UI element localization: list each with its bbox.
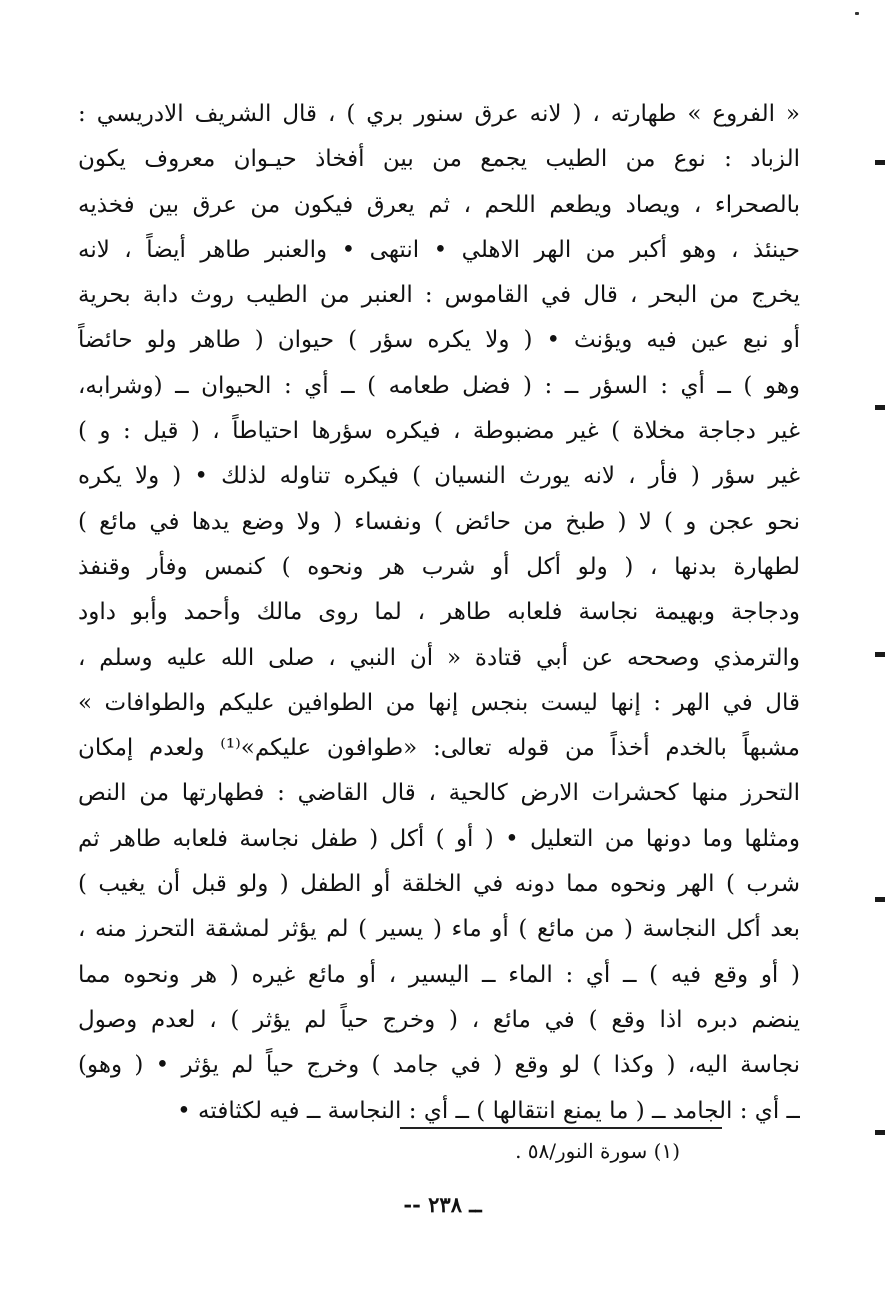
- text-line: وهو ) ــ أي : السؤر ــ : ( فضل طعامه ) ــ أي : الحيوان ــ (وشرابه،: [78, 372, 800, 399]
- text-line: قال في الهر : إنها ليست بنجس إنها من الطوافين عليكم والطوافات »: [78, 689, 800, 716]
- text-line: الزباد : نوع من الطيب يجمع من بين أفخاذ حيـوان معروف يكون: [78, 146, 800, 173]
- scan-speck: [855, 12, 859, 15]
- text-line: ــ أي : الجامد ــ ( ما يمنع انتقالها ) ــ أي : النجاسة ــ فيه لكثافته •: [177, 1097, 800, 1124]
- text-line: شرب ) الهر ونحوه مما دونه في الخلقة أو الطفل ( ولو قبل أن يغيب ): [78, 871, 800, 898]
- text-line: لطهارة بدنها ، ( ولو أكل أو شرب هر ونحوه ) كنمس وفأر وقنفذ: [78, 553, 800, 580]
- text-line: حينئذ ، وهو أكبر من الهر الاهلي • انتهى • والعنبر طاهر أيضاً ، لانه: [78, 236, 800, 263]
- text-line: « الفروع » طهارته ، ( لانه عرق سنور بري ) ، قال الشريف الادريسي :: [78, 101, 800, 127]
- text-line: غير سؤر ( فأر ، لانه يورث النسيان ) فيكره تناوله لذلك • ( ولا يكره: [78, 463, 800, 490]
- edge-mark: [875, 652, 885, 657]
- body-text: [78, 92, 800, 1134]
- edge-mark: [875, 1130, 885, 1135]
- text-line: ينضم دبره اذا وقع ) في مائع ، ( وخرج حياً لم يؤثر ) ، لعدم وصول: [78, 1006, 800, 1033]
- text-line: مشبهاً بالخدم أخذاً من قوله تعالى: «طوافون عليكم»⁽¹⁾ ولعدم إمكان: [78, 735, 800, 762]
- edge-mark: [875, 160, 885, 165]
- text-line: ودجاجة وبهيمة نجاسة فلعابه طاهر ، لما روى مالك وأحمد وأبو داود: [78, 599, 800, 626]
- edge-mark: [875, 897, 885, 902]
- text-line: بعد أكل النجاسة ( من مائع ) أو ماء ( يسير ) لم يؤثر لمشقة التحرز منه ،: [78, 916, 800, 943]
- text-line: والترمذي وصححه عن أبي قتادة « أن النبي ، صلى الله عليه وسلم ،: [78, 644, 800, 671]
- footnote-divider: [400, 1127, 722, 1129]
- text-line: أو نبع عين فيه ويؤنث • ( ولا يكره سؤر ) حيوان ( طاهر ولو حائضاً: [78, 327, 800, 354]
- text-line: بالصحراء ، ويصاد ويطعم اللحم ، ثم يعرق فيكون من عرق بين فخذيه: [78, 191, 800, 218]
- text-line: التحرز منها كحشرات الارض كالحية ، قال القاضي : فطهارتها من النص: [78, 780, 800, 807]
- text-line: نحو عجن و ) لا ( طبخ من حائض ) ونفساء ( ولا وضع يدها في مائع ): [78, 508, 800, 535]
- page-number: ــ ٢٣٨ --: [403, 1192, 482, 1217]
- edge-mark: [875, 405, 885, 410]
- footnote: (١) سورة النور/٥٨ .: [515, 1139, 680, 1163]
- text-line: ( أو وقع فيه ) ــ أي : الماء ــ اليسير ، أو مائع غيره ( هر ونحوه مما: [78, 961, 800, 988]
- text-line: ومثلها وما دونها من التعليل • ( أو ) أكل ( طفل نجاسة فلعابه طاهر ثم: [78, 825, 800, 852]
- text-line: غير دجاجة مخلاة ) غير مضبوطة ، فيكره سؤرها احتياطاً ، ( قيل : و ): [78, 418, 800, 445]
- text-line: يخرج من البحر ، قال في القاموس : العنبر من الطيب روث دابة بحرية: [78, 282, 800, 309]
- text-line: نجاسة اليه، ( وكذا ) لو وقع ( في جامد ) وخرج حياً لم يؤثر • ( وهو): [78, 1052, 800, 1079]
